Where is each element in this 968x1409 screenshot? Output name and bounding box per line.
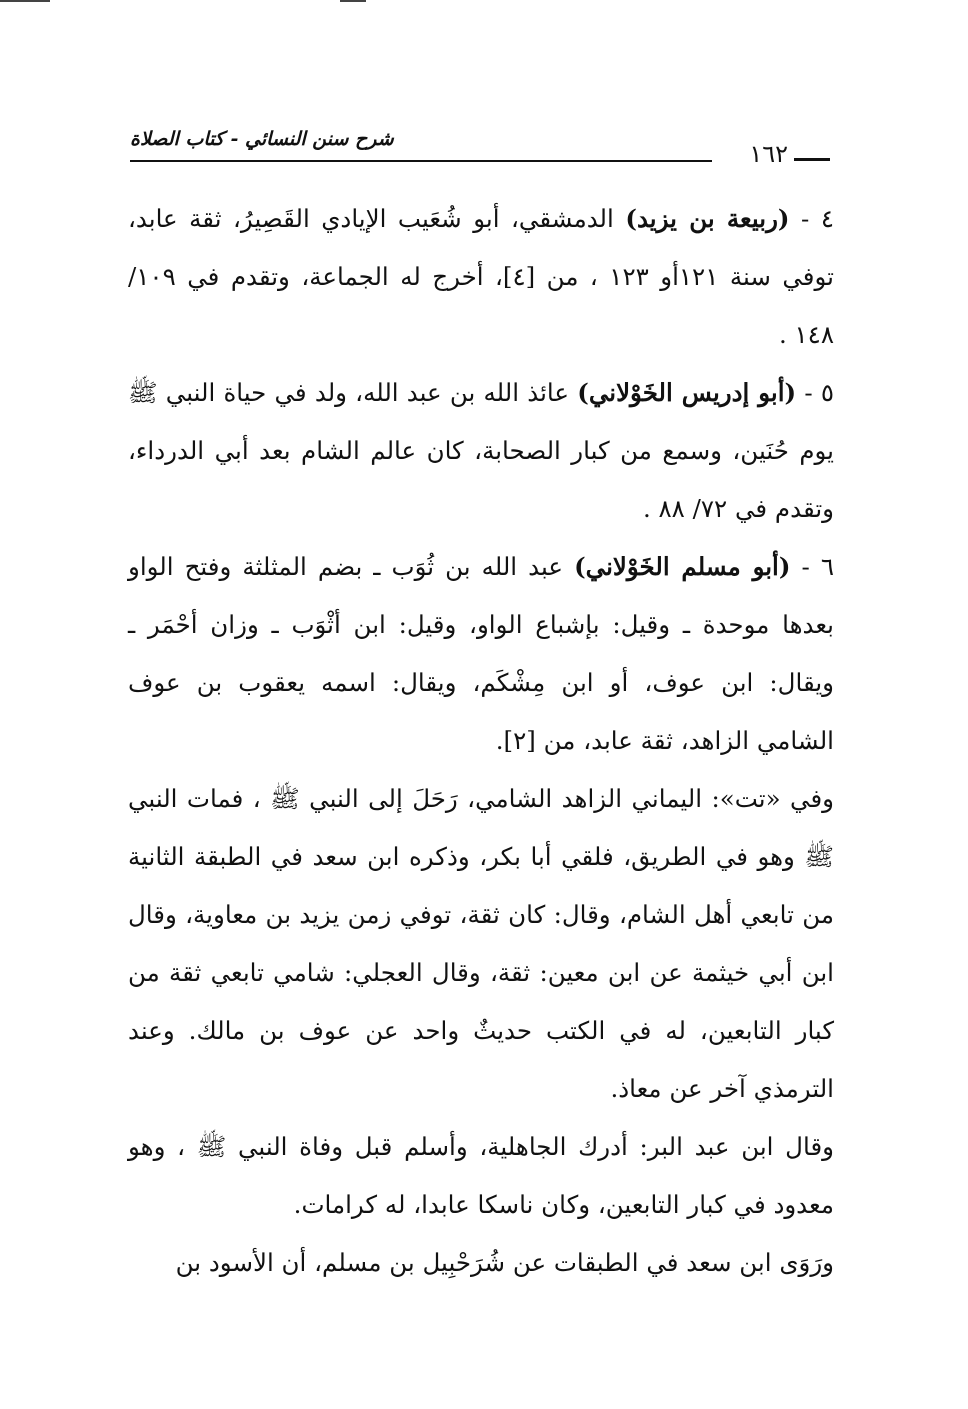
- narrator-name: (ربيعة بن يزيد): [625, 204, 790, 233]
- page-body: [128, 190, 834, 1292]
- narrator-entry-5: [128, 364, 834, 538]
- top-edge-rule-center: [340, 0, 366, 2]
- narrator-entry-4: [128, 190, 834, 364]
- header-dash: [794, 158, 830, 161]
- running-header: [130, 120, 830, 166]
- commentary-paragraph: [128, 1234, 834, 1292]
- commentary-paragraph: [128, 1118, 834, 1234]
- entry-text: عبد الله بن ثُوَب ـ بضم المثلثة وفتح الواو بعدها موحدة ـ وقيل: بإشباع الواو، وقيل: ابن أثْوَب ـ وزان أحْمَر ـ ويقال: ابن عوف، أو ابن مِشْكَم، ويقال: اسمه يعقوب بن عوف الشامي الزاهد، ثقة عابد، من [٢].: [128, 552, 834, 755]
- narrator-name: (أبو مسلم الخَوْلاني): [574, 552, 791, 581]
- entry-number: ٥ -: [804, 378, 834, 407]
- paragraph-text: وقال ابن عبد البر: أدرك الجاهلية، وأسلم قبل وفاة النبي ﷺ ، وهو معدود في كبار التابعين، وكان ناسكا عابدا، له كرامات.: [128, 1132, 834, 1219]
- header-title: شرح سنن النسائي - كتاب الصلاة: [130, 128, 394, 150]
- paragraph-text: وفي «تت»: اليماني الزاهد الشامي، رَحَلَ إلى النبي ﷺ ، فمات النبي ﷺ وهو في الطريق، فلقي أبا بكر، وذكره ابن سعد في الطبقة الثانية من تابعي أهل الشام، وقال: كان ثقة، توفي زمن يزيد بن معاوية، وقال ابن أبي خيثمة عن ابن معين: ثقة، وقال العجلي: شامي تابعي ثقة من كبار التابعين، له في الكتب حديثٌ واحد عن عوف بن مالك. وعند الترمذي آخر عن معاذ.: [128, 784, 834, 1103]
- commentary-paragraph: [128, 770, 834, 1118]
- entry-number: ٦ -: [801, 552, 834, 581]
- narrator-name: (أبو إدريس الخَوْلاني): [577, 378, 797, 407]
- entry-text: عائذ الله بن عبد الله، ولد في حياة النبي ﷺ يوم حُنَين، وسمع من كبار الصحابة، كان عالم الشام بعد أبي الدرداء، وتقدم في ٧٢/ ٨٨ .: [128, 378, 834, 523]
- narrator-entry-6: [128, 538, 834, 770]
- entry-text: الدمشقي، أبو شُعَيب الإيادي القَصِيرُ، ثقة عابد، توفي سنة ١٢١أو ١٢٣ ، من [٤]، أخرج له الجماعة، وتقدم في ١٠٩/ ١٤٨ .: [128, 204, 834, 349]
- top-edge-rule-left: [0, 0, 50, 2]
- page-number: ١٦٢: [749, 140, 788, 168]
- entry-number: ٤ -: [801, 204, 835, 233]
- header-rule: [130, 160, 712, 162]
- paragraph-text: ورَوَى ابن سعد في الطبقات عن شُرَحْبِيل بن مسلم، أن الأسود بن: [175, 1248, 834, 1277]
